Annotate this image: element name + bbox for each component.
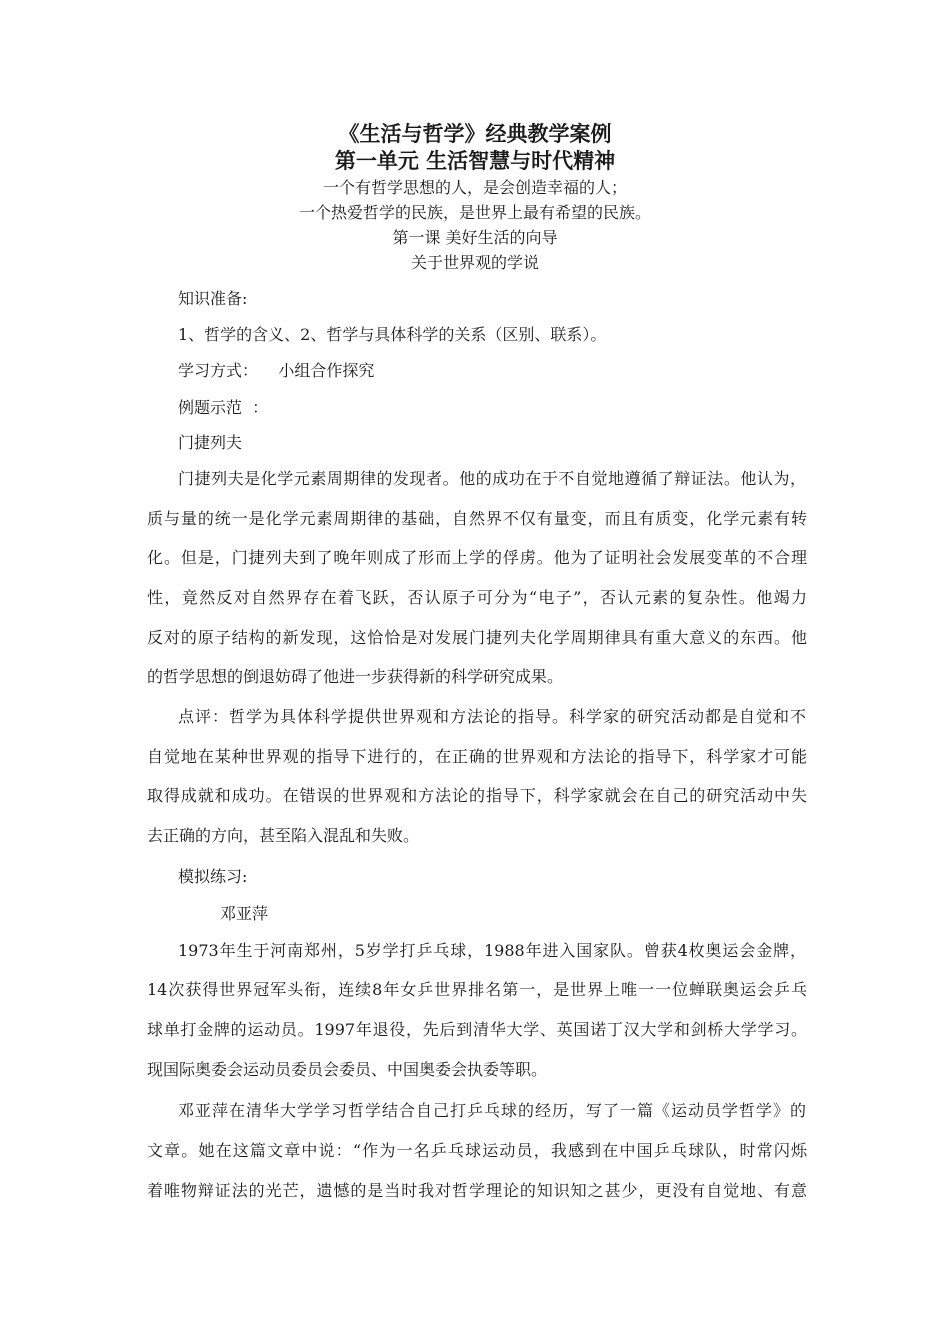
story-line: 着唯物辩证法的光芒，遗憾的是当时我对哲学理论的知识知之甚少，更没有自觉地、有意 bbox=[147, 1181, 807, 1200]
example-line: 化。但是，门捷列夫到了晚年则成了形而上学的俘虏。他为了证明社会发展变革的不合理 bbox=[147, 548, 807, 567]
story-line: 文章。她在这篇文章中说：“作为一名乒乓球运动员，我感到在中国乒乓球队，时常闪烁 bbox=[147, 1141, 807, 1160]
example-line: 性，竟然反对自然界存在着飞跃，否认原子可分为“电子”，否认元素的复杂性。他竭力 bbox=[147, 588, 807, 607]
comment-line: 点评：哲学为具体科学提供世界观和方法论的指导。科学家的研究活动都是自觉和不 bbox=[178, 707, 806, 726]
practice-label: 模拟练习: bbox=[178, 867, 248, 886]
example-line: 的哲学思想的倒退妨碍了他进一步获得新的科学研究成果。 bbox=[147, 667, 564, 686]
bio-line: 1973年生于河南郑州，5岁学打乒乓球，1988年进入国家队。曾获4枚奥运会金牌， bbox=[178, 941, 806, 960]
bio-line: 现国际奥委会运动员委员会委员、中国奥委会执委等职。 bbox=[147, 1060, 548, 1079]
knowledge-prep-text: 1、哲学的含义、2、哲学与具体科学的关系（区别、联系）。 bbox=[178, 325, 607, 344]
story-line: 邓亚萍在清华大学学习哲学结合自己打乒乓球的经历，写了一篇《运动员学哲学》的 bbox=[178, 1101, 806, 1120]
comment-line: 去正确的方向，甚至陷入混乱和失败。 bbox=[147, 826, 420, 845]
bio-line: 球单打金牌的运动员。1997年退役，先后到清华大学、英国诺丁汉大学和剑桥大学学习。 bbox=[147, 1020, 807, 1039]
bio-line: 14次获得世界冠军头衔，连续8年女乒世界排名第一，是世界上唯一一位蝉联奥运会乒乓 bbox=[147, 980, 807, 999]
example-label: 例题示范 ： bbox=[178, 398, 269, 417]
motto-line-1: 一个有哲学思想的人，是会创造幸福的人； bbox=[322, 178, 627, 197]
lesson-title: 第一课 美好生活的向导 bbox=[392, 228, 558, 247]
document-title: 《生活与哲学》经典教学案例 bbox=[338, 122, 612, 146]
practice-name: 邓亚萍 bbox=[220, 904, 269, 923]
knowledge-prep-label: 知识准备: bbox=[178, 289, 248, 308]
example-line: 门捷列夫是化学元素周期律的发现者。他的成功在于不自觉地遵循了辩证法。他认为， bbox=[178, 469, 806, 488]
motto-line-2: 一个热爱哲学的民族，是世界上最有希望的民族。 bbox=[298, 203, 651, 222]
example-line: 质与量的统一是化学元素周期律的基础，自然界不仅有量变，而且有质变，化学元素有转 bbox=[147, 509, 807, 528]
example-line: 反对的原子结构的新发现，这恰恰是对发展门捷列夫化学周期律具有重大意义的东西。他 bbox=[147, 628, 807, 647]
comment-line: 取得成就和成功。在错误的世界观和方法论的指导下，科学家就会在自己的研究活动中失 bbox=[147, 786, 807, 805]
topic-title: 关于世界观的学说 bbox=[410, 253, 539, 272]
unit-title: 第一单元 生活智慧与时代精神 bbox=[334, 149, 616, 173]
example-name: 门捷列夫 bbox=[178, 433, 243, 452]
study-method: 学习方式： 小组合作探究 bbox=[178, 361, 375, 380]
comment-line: 自觉地在某种世界观的指导下进行的，在正确的世界观和方法论的指导下，科学家才可能 bbox=[147, 747, 807, 766]
